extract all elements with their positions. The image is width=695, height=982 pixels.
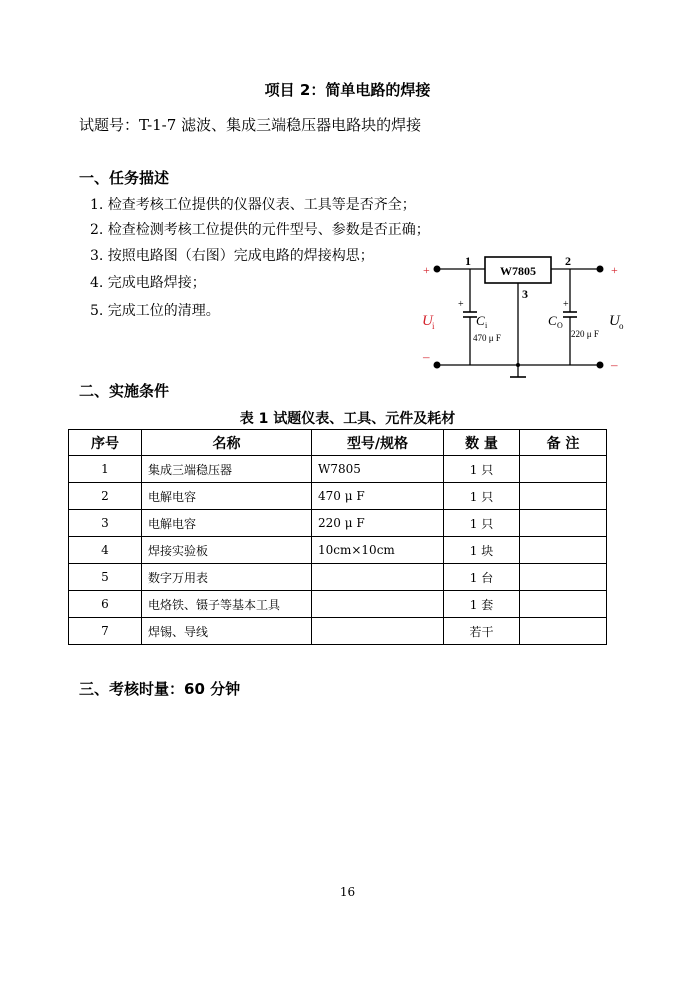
cell-remarks <box>520 618 607 645</box>
header-index: 序号 <box>69 430 142 456</box>
cell-name: 数字万用表 <box>142 564 312 591</box>
page-title: 项目 2：简单电路的焊接 <box>264 81 431 99</box>
header-quantity: 数 量 <box>444 430 520 456</box>
c1-label: C <box>476 313 485 328</box>
input-voltage-subscript: i <box>432 321 435 331</box>
cell-quantity: 1 套 <box>444 591 520 618</box>
output-voltage-label: U <box>609 313 620 329</box>
c2-subscript: O <box>557 321 563 330</box>
input-terminal-bottom <box>434 362 441 369</box>
table-row <box>69 618 607 645</box>
header-remarks: 备 注 <box>520 430 607 456</box>
table-row <box>69 483 607 510</box>
header-spec: 型号/规格 <box>312 430 444 456</box>
c2-plus-sign: + <box>563 299 569 310</box>
cell-name: 焊接实验板 <box>142 537 312 564</box>
ic-label: W7805 <box>500 264 536 278</box>
cell-remarks <box>520 591 607 618</box>
pin-2-label: 2 <box>565 254 571 268</box>
section-conditions-heading: 二、实施条件 <box>79 382 170 400</box>
cell-index: 4 <box>69 537 142 564</box>
cell-quantity: 若干 <box>444 618 520 645</box>
header-name: 名称 <box>142 430 312 456</box>
table-row <box>69 591 607 618</box>
cell-spec <box>312 564 444 591</box>
output-plus-sign: + <box>611 263 618 277</box>
cell-remarks <box>520 483 607 510</box>
cell-name: 电解电容 <box>142 483 312 510</box>
task-item-4: 4. 完成电路焊接； <box>90 275 206 291</box>
cell-remarks <box>520 537 607 564</box>
cell-spec <box>312 591 444 618</box>
input-minus-sign: – <box>423 349 430 364</box>
page-number: 16 <box>339 885 356 899</box>
pin-1-label: 1 <box>465 254 471 268</box>
output-voltage-subscript: o <box>619 321 624 331</box>
cell-quantity: 1 只 <box>444 456 520 483</box>
materials-table <box>68 429 607 645</box>
cell-quantity: 1 只 <box>444 510 520 537</box>
input-voltage-label: U <box>422 313 433 329</box>
c1-value: 470 μ F <box>473 333 501 343</box>
table-row <box>69 510 607 537</box>
cell-remarks <box>520 564 607 591</box>
cell-index: 5 <box>69 564 142 591</box>
c1-subscript: i <box>485 321 488 330</box>
task-item-1: 1. 检查考核工位提供的仪器仪表、工具等是否齐全； <box>90 197 416 213</box>
output-terminal-bottom <box>597 362 604 369</box>
c2-label: C <box>548 313 557 328</box>
cell-name: 焊锡、导线 <box>142 618 312 645</box>
cell-name: 集成三端稳压器 <box>142 456 312 483</box>
c1-plus-sign: + <box>458 299 464 310</box>
cell-name: 电烙铁、镊子等基本工具 <box>142 591 312 618</box>
table-caption: 表 1 试题仪表、工具、元件及耗材 <box>239 411 456 427</box>
pin-3-label: 3 <box>522 287 528 301</box>
cell-remarks <box>520 510 607 537</box>
section-time-heading: 三、考核时量：60 分钟 <box>79 680 241 698</box>
cell-spec: 220 μ F <box>312 510 444 537</box>
cell-spec: W7805 <box>312 456 444 483</box>
cell-quantity: 1 块 <box>444 537 520 564</box>
cell-index: 2 <box>69 483 142 510</box>
table-header-row <box>69 430 607 456</box>
cell-spec: 470 μ F <box>312 483 444 510</box>
cell-remarks <box>520 456 607 483</box>
cell-quantity: 1 台 <box>444 564 520 591</box>
cell-index: 1 <box>69 456 142 483</box>
question-number: 试题号：T-1-7 滤波、集成三端稳压器电路块的焊接 <box>79 116 422 134</box>
section-task-heading: 一、任务描述 <box>79 169 170 187</box>
task-item-2: 2. 检查检测考核工位提供的元件型号、参数是否正确； <box>90 222 430 238</box>
task-item-3: 3. 按照电路图（右图）完成电路的焊接构思； <box>90 248 374 264</box>
task-item-5: 5. 完成工位的清理。 <box>90 303 220 319</box>
output-terminal-top <box>597 266 604 273</box>
cell-index: 3 <box>69 510 142 537</box>
cell-index: 7 <box>69 618 142 645</box>
table-row <box>69 456 607 483</box>
input-terminal-top <box>434 266 441 273</box>
input-plus-sign: + <box>423 263 430 277</box>
c2-value: 220 μ F <box>571 329 599 339</box>
cell-spec <box>312 618 444 645</box>
cell-quantity: 1 只 <box>444 483 520 510</box>
cell-name: 电解电容 <box>142 510 312 537</box>
cell-index: 6 <box>69 591 142 618</box>
table-row <box>69 564 607 591</box>
output-minus-sign: – <box>611 357 618 372</box>
table-row <box>69 537 607 564</box>
regulator-circuit-diagram <box>415 248 630 383</box>
cell-spec: 10cm×10cm <box>312 537 444 564</box>
